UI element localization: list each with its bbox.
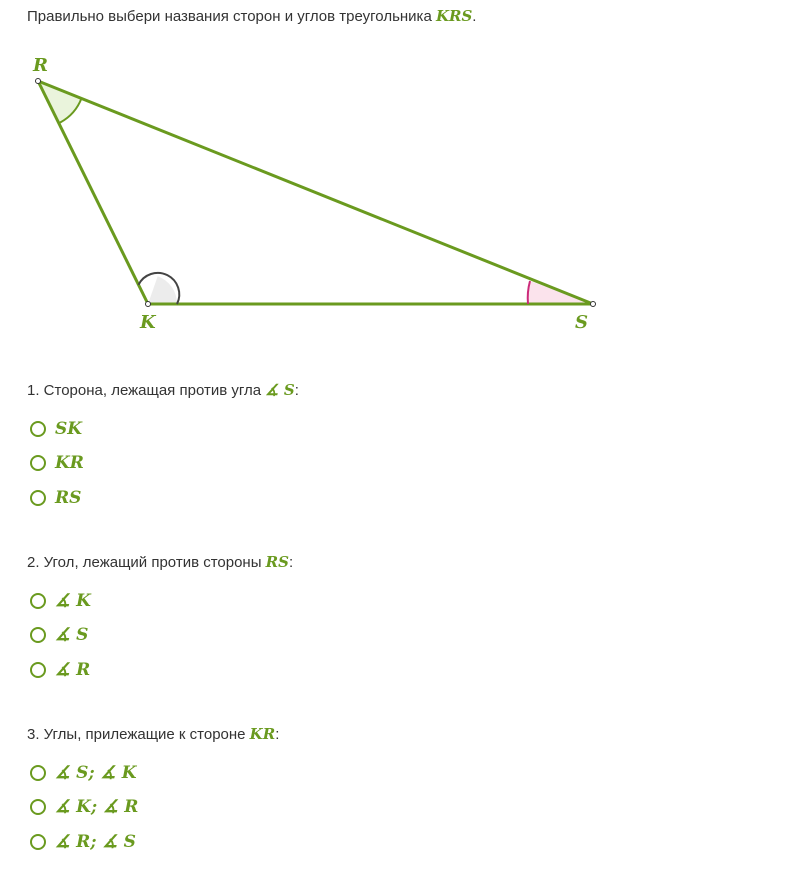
radio-button[interactable]	[30, 799, 46, 815]
question-1	[27, 381, 299, 399]
question-2-math: RS	[265, 553, 289, 571]
question-3	[27, 725, 279, 743]
q1-option-3-label: RS	[55, 488, 82, 508]
q1-option-1-label: SK	[55, 419, 83, 439]
vertex-k-label: K	[140, 312, 156, 333]
question-1-math: ∡ S	[265, 381, 295, 399]
question-2-text: 2. Угол, лежащий против стороны	[27, 554, 266, 571]
radio-button[interactable]	[30, 421, 46, 437]
question-3-suffix: :	[275, 726, 280, 743]
q3-option-1[interactable]	[30, 762, 137, 784]
radio-button[interactable]	[30, 834, 46, 850]
vertex-s-label: S	[575, 312, 588, 333]
angle-r-fill	[38, 81, 82, 123]
vertex-s-point	[591, 302, 596, 307]
q1-option-2-label: KR	[55, 453, 84, 473]
question-3-text: 3. Углы, прилежащие к стороне	[27, 726, 250, 743]
q2-option-3[interactable]	[30, 659, 90, 681]
q2-option-2-label: ∡ S	[55, 625, 89, 645]
vertex-r-point	[36, 79, 41, 84]
triangle-figure	[0, 50, 620, 340]
q3-option-2-label: ∡ K; ∡ R	[55, 797, 139, 817]
radio-button[interactable]	[30, 490, 46, 506]
q2-option-1[interactable]	[30, 590, 91, 612]
radio-button[interactable]	[30, 662, 46, 678]
q2-option-3-label: ∡ R	[55, 660, 91, 680]
question-2	[27, 553, 293, 571]
instruction-text: Правильно выбери названия сторон и углов треугольника	[27, 8, 436, 25]
question-3-math: KR	[249, 725, 276, 743]
task-instruction	[27, 7, 476, 25]
radio-button[interactable]	[30, 593, 46, 609]
question-2-suffix: :	[288, 554, 294, 571]
side-rk	[38, 81, 148, 304]
question-1-text: 1. Сторона, лежащая против угла	[27, 382, 266, 399]
q3-option-2[interactable]	[30, 796, 138, 818]
q2-option-1-label: ∡ K	[55, 591, 91, 611]
q1-option-1[interactable]	[30, 418, 82, 440]
q3-option-3[interactable]	[30, 831, 136, 853]
q1-option-2[interactable]	[30, 452, 84, 474]
q1-option-3[interactable]	[30, 487, 81, 509]
vertex-r-label: R	[33, 55, 48, 76]
radio-button[interactable]	[30, 765, 46, 781]
q3-option-1-label: ∡ S; ∡ K	[55, 763, 137, 783]
instruction-end: .	[472, 8, 477, 25]
side-rs	[38, 81, 593, 304]
q2-option-2[interactable]	[30, 624, 88, 646]
radio-button[interactable]	[30, 627, 46, 643]
angle-k-fill	[148, 276, 177, 304]
q3-option-3-label: ∡ R; ∡ S	[55, 832, 136, 852]
triangle-name: KRS	[435, 7, 473, 25]
question-1-suffix: :	[294, 382, 299, 399]
vertex-k-point	[146, 302, 151, 307]
radio-button[interactable]	[30, 455, 46, 471]
